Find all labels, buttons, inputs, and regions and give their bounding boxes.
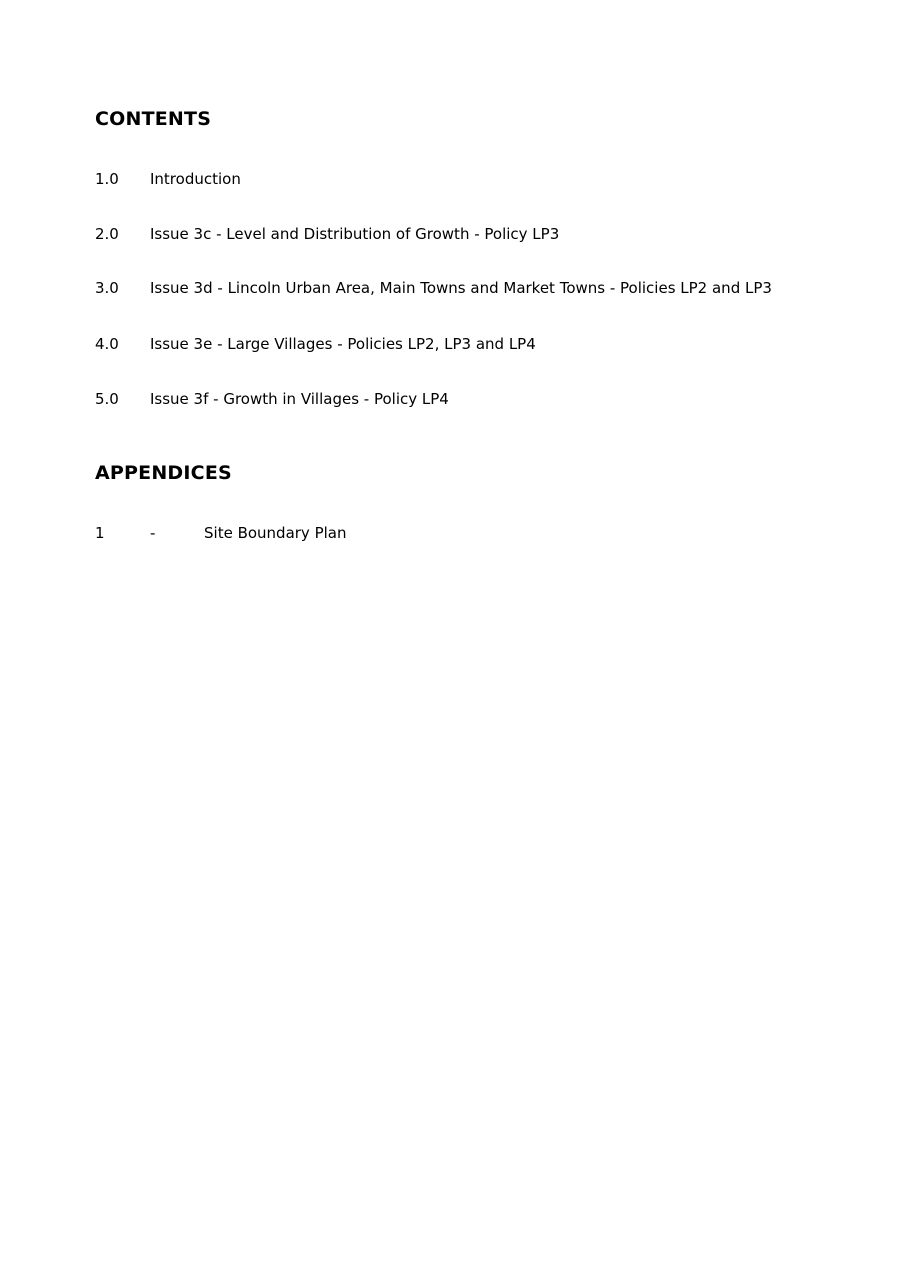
contents-item-number: 3.0 (95, 279, 119, 297)
contents-heading: CONTENTS (95, 108, 212, 130)
appendix-item-number: 1 (95, 524, 105, 542)
contents-item-number: 5.0 (95, 390, 119, 408)
contents-item-number: 1.0 (95, 170, 119, 188)
contents-item-title: Issue 3f - Growth in Villages - Policy LP4 (150, 390, 449, 408)
appendices-heading: APPENDICES (95, 462, 232, 484)
contents-item-number: 4.0 (95, 335, 119, 353)
appendix-item-separator: - (150, 524, 156, 542)
contents-item-title: Issue 3c - Level and Distribution of Growth - Policy LP3 (150, 225, 560, 243)
contents-item-title: Issue 3e - Large Villages - Policies LP2, LP3 and LP4 (150, 335, 536, 353)
contents-item-title: Introduction (150, 170, 241, 188)
contents-item-title: Issue 3d - Lincoln Urban Area, Main Towns and Market Towns - Policies LP2 and LP3 (150, 279, 772, 297)
contents-item-number: 2.0 (95, 225, 119, 243)
appendix-item-title: Site Boundary Plan (204, 524, 347, 542)
